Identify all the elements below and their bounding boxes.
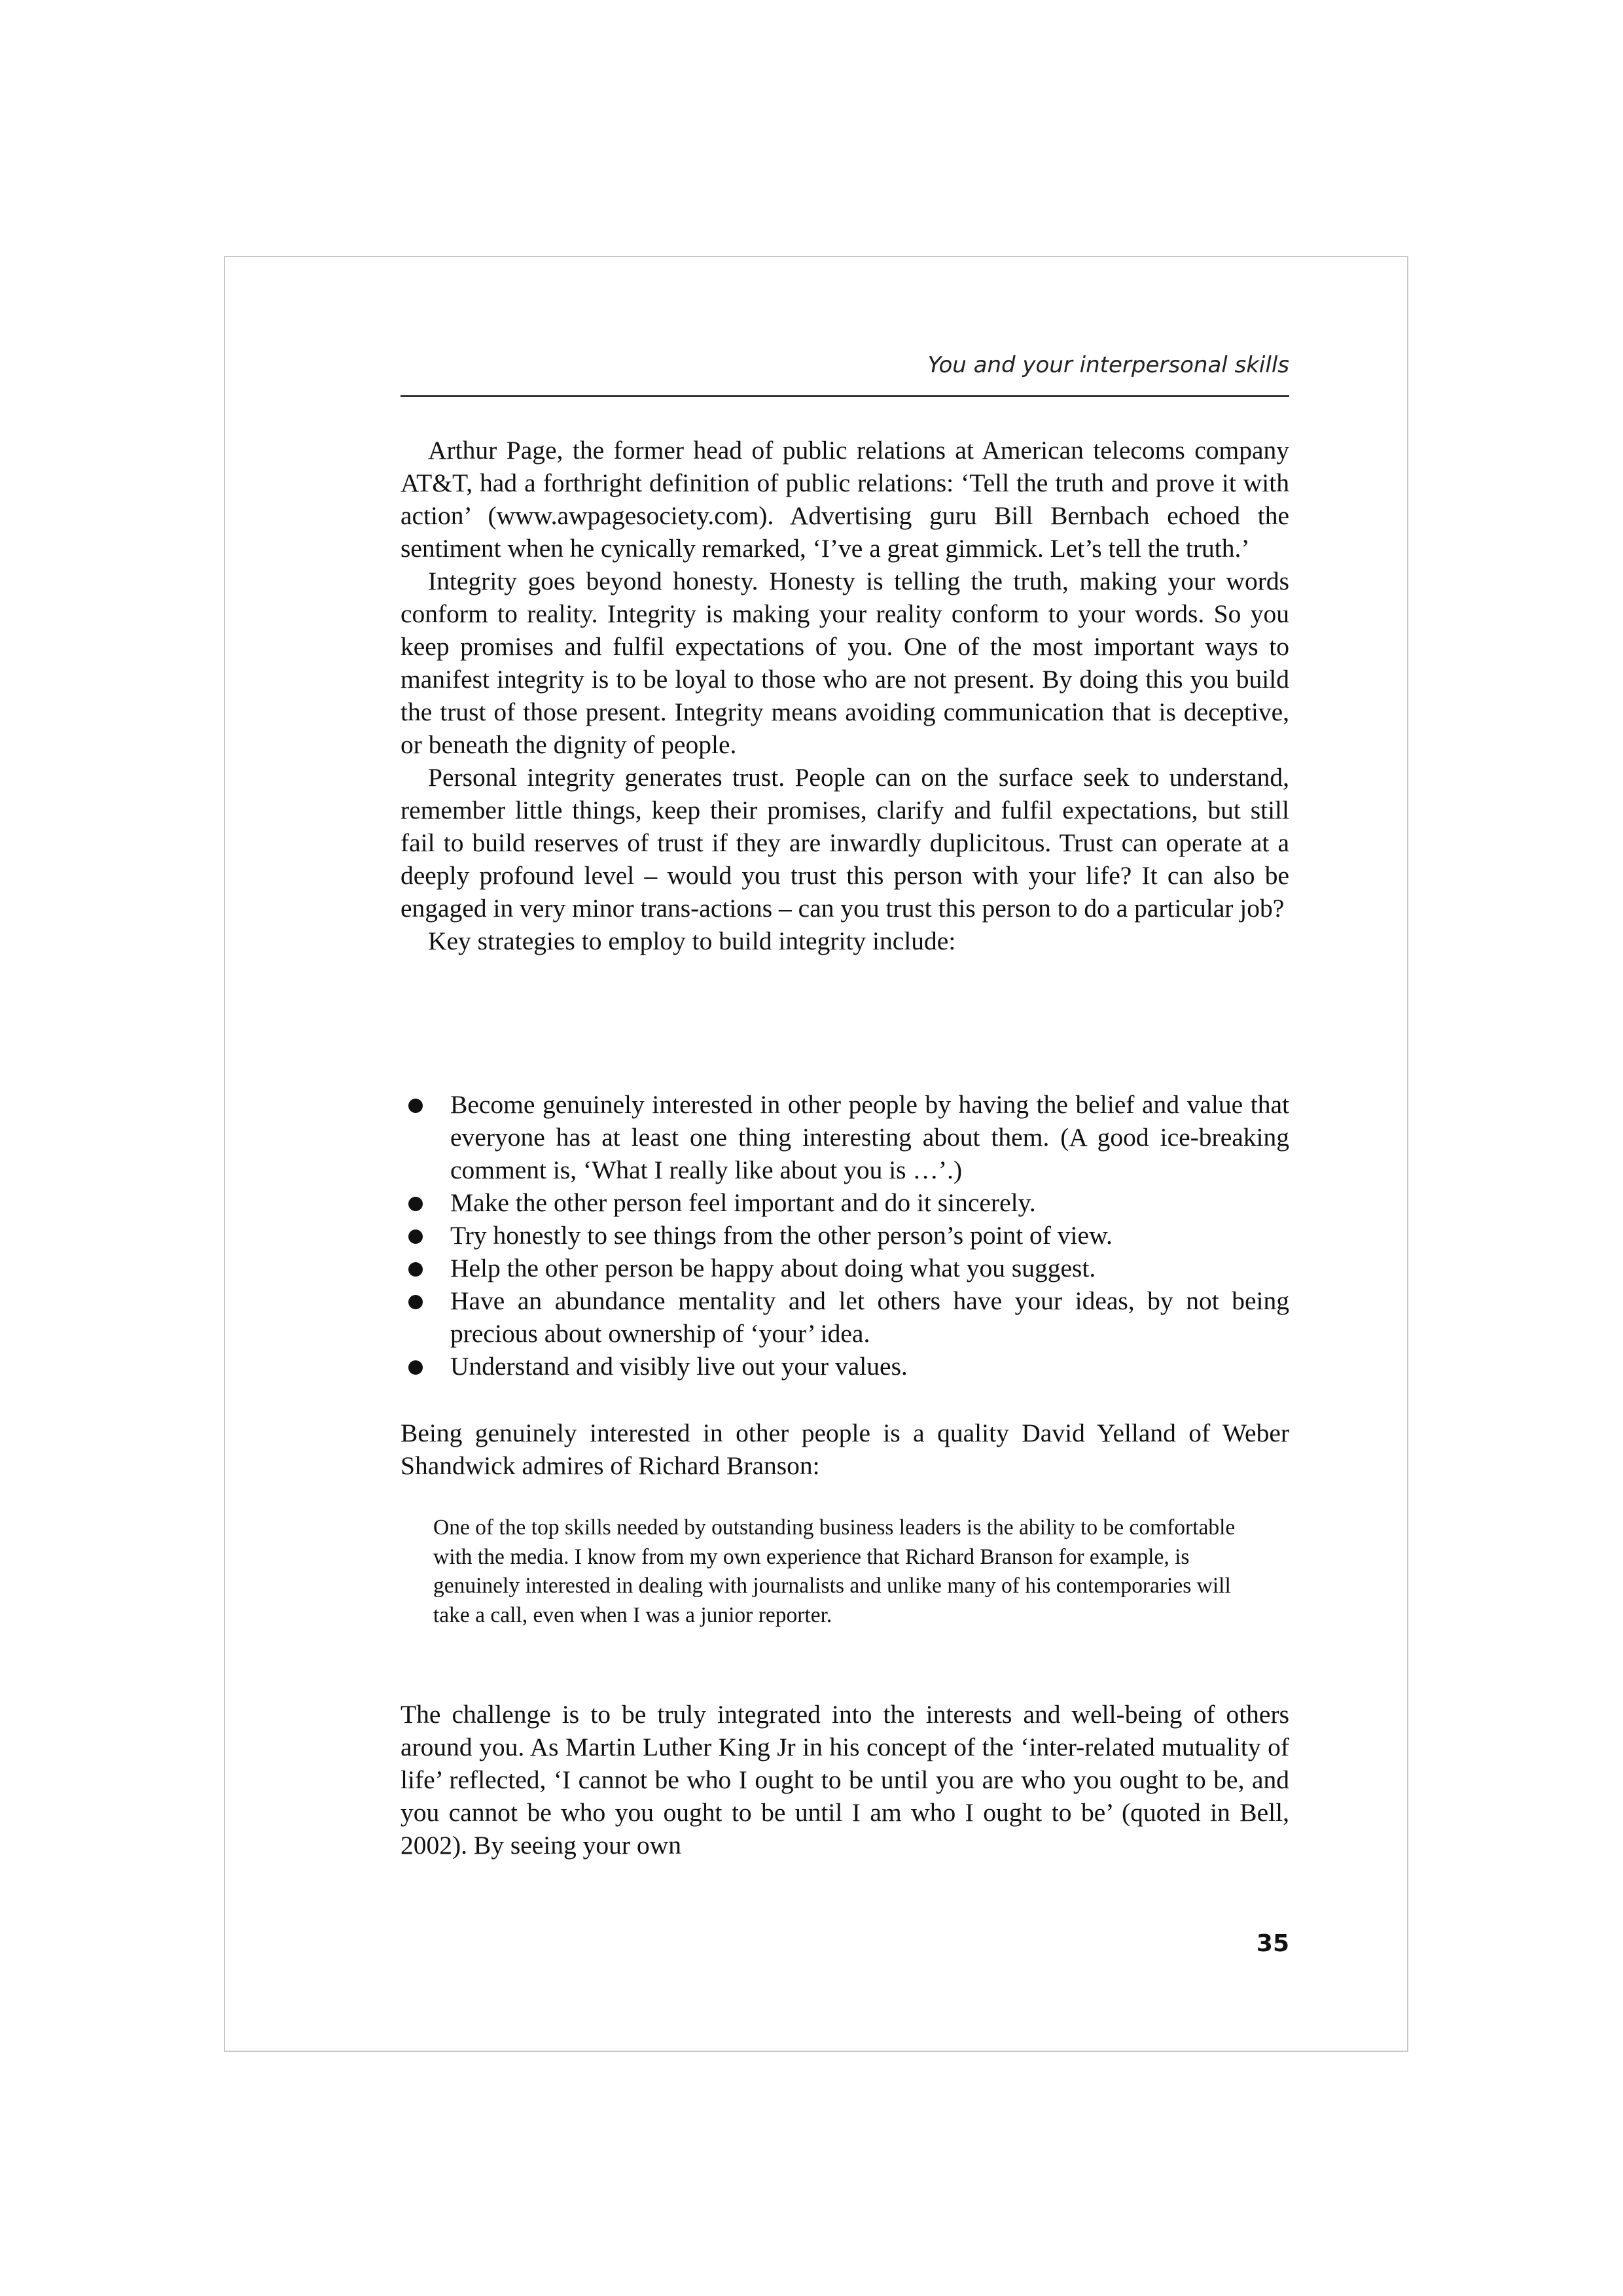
list-item (401, 1186, 1289, 1219)
running-head: You and your interpersonal skills (927, 352, 1289, 378)
header-rule (401, 395, 1289, 397)
block-quote: One of the top skills needed by outstanding business leaders is the ability to be comfortable with the media. I know from my own experience that Richard Branson for example, is genuinely interested in dealing with journalists and unlike many of his contemporaries will take a call, even when I was a junior reporter. (433, 1515, 1236, 1627)
bullet-icon (408, 1262, 423, 1277)
list-item (401, 1219, 1289, 1252)
bullet-icon (408, 1099, 423, 1113)
strategy-list (401, 1088, 1289, 1383)
paragraph-arthur-page: Arthur Page, the former head of public relations at American telecoms company AT&T, had a forthright definition of public relations: ‘Tell the truth and prove it with action’ (www.awpagesociety.com). Advertising guru Bill Bernbach echoed the sentiment when he cynically remarked, ‘I’ve a great gimmick. Let’s tell the truth.’ (401, 436, 1289, 563)
bullet-icon (408, 1295, 423, 1309)
list-item (401, 1350, 1289, 1383)
paragraph-personal-integrity: Personal integrity generates trust. People can on the surface seek to understand, remember little things, keep their promises, clarify and fulfil expectations, but still fail to build reserves of trust if they are inwardly duplicitous. Trust can operate at a deeply profound level – would you trust this person with your life? It can also be engaged in very minor trans-actions – can you trust this person to do a particular job? (401, 763, 1289, 923)
list-item-text: Understand and visibly live out your values. (450, 1352, 908, 1381)
list-item-text: Make the other person feel important and do it sincerely. (450, 1188, 1036, 1217)
paragraph-integrity: Integrity goes beyond honesty. Honesty is telling the truth, making your words conform to reality. Integrity is making your reality conform to your words. So you keep promises and fulfil expectations of you. One of the most important ways to manifest integrity is to be loyal to those who are not present. By doing this you build the trust of those present. Integrity means avoiding communication that is deceptive, or beneath the dignity of people. (401, 567, 1289, 759)
bullet-icon (408, 1229, 423, 1244)
list-item-text: Become genuinely interested in other people by having the belief and value that everyone has at least one thing interesting about them. (A good ice-breaking comment is, ‘What I really like about you is …’.) (450, 1090, 1289, 1184)
paragraph-key-strategies: Key strategies to employ to build integrity include: (428, 927, 956, 955)
list-item-text: Help the other person be happy about doing what you suggest. (450, 1254, 1096, 1282)
body-text-top (401, 434, 1289, 957)
list-item (401, 1284, 1289, 1350)
list-item (401, 1088, 1289, 1186)
paragraph-challenge: The challenge is to be truly integrated into the interests and well-being of others around you. As Martin Luther King Jr in his concept of the ‘inter-related mutuality of life’ reflected, ‘I cannot be who I ought to be until you are who you ought to be, and you cannot be who you ought to be until I am who I ought to be’ (quoted in Bell, 2002). By seeing your own (401, 1700, 1289, 1860)
list-item-text: Try honestly to see things from the other person’s point of view. (450, 1221, 1113, 1250)
page-number: 35 (1256, 1930, 1289, 1957)
bullet-icon (408, 1360, 423, 1375)
list-item (401, 1252, 1289, 1284)
bullet-icon (408, 1197, 423, 1211)
list-item-text: Have an abundance mentality and let others have your ideas, by not being precious about ownership of ‘your’ idea. (450, 1286, 1289, 1348)
paragraph-being-interested: Being genuinely interested in other people is a quality David Yelland of Weber Shandwick admires of Richard Branson: (401, 1419, 1289, 1480)
